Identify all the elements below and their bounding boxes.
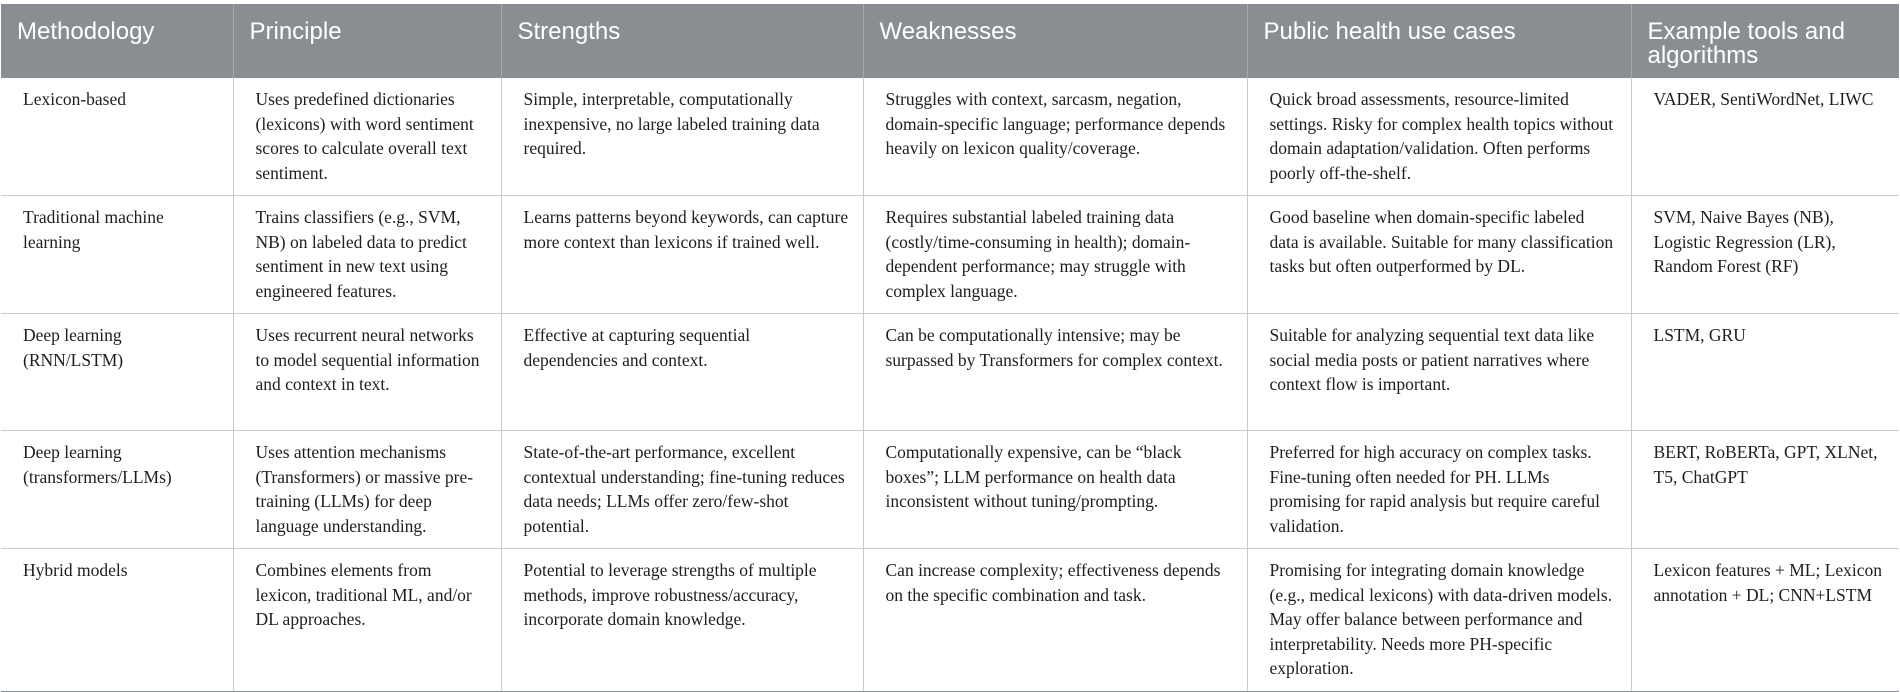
cell-tools: BERT, RoBERTa, GPT, XLNet, T5, ChatGPT <box>1631 431 1899 549</box>
table-row <box>1 314 1899 431</box>
cell-use-cases: Good baseline when domain-specific labeled data is available. Suitable for many classification tasks but often outperformed by DL. <box>1247 196 1631 314</box>
cell-tools: LSTM, GRU <box>1631 314 1899 431</box>
table-row <box>1 431 1899 549</box>
cell-strengths: Learns patterns beyond keywords, can capture more context than lexicons if trained well. <box>501 196 863 314</box>
cell-tools: SVM, Naive Bayes (NB), Logistic Regression (LR), Random Forest (RF) <box>1631 196 1899 314</box>
header-use-cases: Public health use cases <box>1247 4 1631 78</box>
table-row <box>1 549 1899 692</box>
cell-principle: Trains classifiers (e.g., SVM, NB) on labeled data to predict sentiment in new text using engineered features. <box>233 196 501 314</box>
cell-methodology: Lexicon-based <box>1 78 233 196</box>
table-body <box>1 78 1899 691</box>
cell-strengths: State-of-the-art performance, excellent contextual understanding; fine-tuning reduces data needs; LLMs offer zero/few-shot potential. <box>501 431 863 549</box>
cell-weaknesses: Struggles with context, sarcasm, negation, domain-specific language; performance depends heavily on lexicon quality/coverage. <box>863 78 1247 196</box>
cell-use-cases: Promising for integrating domain knowledge (e.g., medical lexicons) with data-driven models. May offer balance between performance and interpretability. Needs more PH-specific exploration. <box>1247 549 1631 692</box>
header-principle: Principle <box>233 4 501 78</box>
header-methodology: Methodology <box>1 4 233 78</box>
table-row <box>1 78 1899 196</box>
header-row <box>1 4 1899 78</box>
cell-methodology: Traditional machine learning <box>1 196 233 314</box>
methodology-comparison-table <box>1 4 1899 692</box>
cell-principle: Uses attention mechanisms (Transformers) or massive pre-training (LLMs) for deep language understanding. <box>233 431 501 549</box>
header-tools: Example tools and algorithms <box>1631 4 1899 78</box>
header-strengths: Strengths <box>501 4 863 78</box>
cell-principle: Uses predefined dictionaries (lexicons) with word sentiment scores to calculate overall text sentiment. <box>233 78 501 196</box>
cell-weaknesses: Can increase complexity; effectiveness depends on the specific combination and task. <box>863 549 1247 692</box>
cell-weaknesses: Requires substantial labeled training data (costly/time-consuming in health); domain-dependent performance; may struggle with complex language. <box>863 196 1247 314</box>
cell-principle: Combines elements from lexicon, traditional ML, and/or DL approaches. <box>233 549 501 692</box>
header-weaknesses: Weaknesses <box>863 4 1247 78</box>
table-row <box>1 196 1899 314</box>
cell-weaknesses: Can be computationally intensive; may be surpassed by Transformers for complex context. <box>863 314 1247 431</box>
cell-principle: Uses recurrent neural networks to model sequential information and context in text. <box>233 314 501 431</box>
cell-tools: VADER, SentiWordNet, LIWC <box>1631 78 1899 196</box>
cell-strengths: Potential to leverage strengths of multiple methods, improve robustness/accuracy, incorporate domain knowledge. <box>501 549 863 692</box>
cell-methodology: Deep learning (transformers/LLMs) <box>1 431 233 549</box>
cell-use-cases: Preferred for high accuracy on complex tasks. Fine-tuning often needed for PH. LLMs promising for rapid analysis but require careful validation. <box>1247 431 1631 549</box>
cell-use-cases: Suitable for analyzing sequential text data like social media posts or patient narratives where context flow is important. <box>1247 314 1631 431</box>
cell-weaknesses: Computationally expensive, can be “black boxes”; LLM performance on health data inconsistent without tuning/prompting. <box>863 431 1247 549</box>
table-header <box>1 4 1899 78</box>
cell-strengths: Effective at capturing sequential dependencies and context. <box>501 314 863 431</box>
cell-use-cases: Quick broad assessments, resource-limited settings. Risky for complex health topics without domain adaptation/validation. Often performs poorly off-the-shelf. <box>1247 78 1631 196</box>
cell-methodology: Hybrid models <box>1 549 233 692</box>
cell-strengths: Simple, interpretable, computationally inexpensive, no large labeled training data required. <box>501 78 863 196</box>
cell-methodology: Deep learning (RNN/LSTM) <box>1 314 233 431</box>
cell-tools: Lexicon features + ML; Lexicon annotation + DL; CNN+LSTM <box>1631 549 1899 692</box>
